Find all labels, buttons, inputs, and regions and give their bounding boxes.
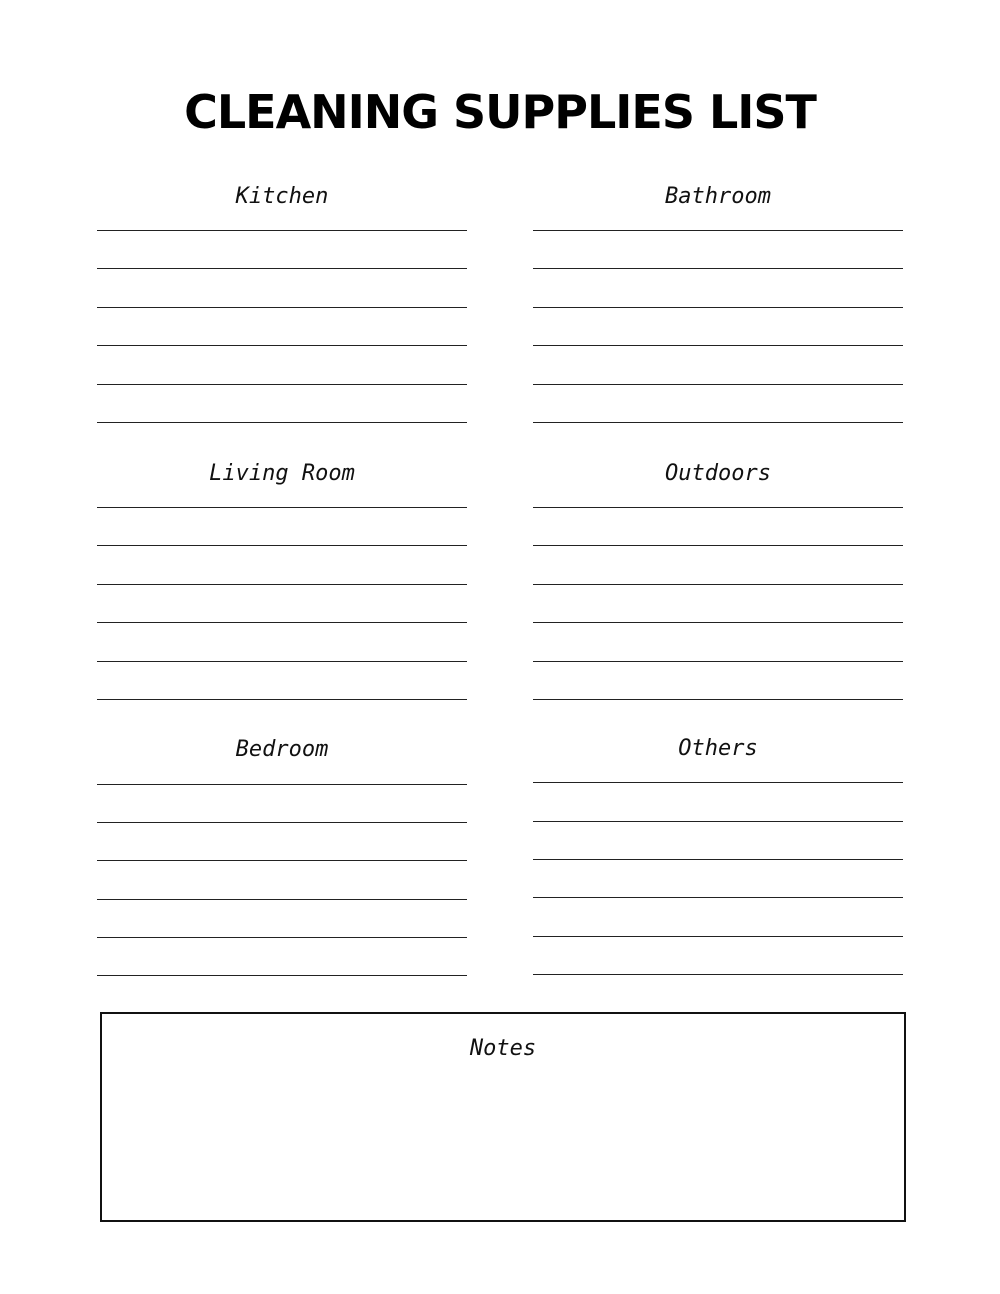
write-line[interactable]: [533, 307, 903, 308]
write-line[interactable]: [97, 507, 467, 508]
write-line[interactable]: [533, 268, 903, 269]
write-line[interactable]: [533, 584, 903, 585]
page-title: CLEANING SUPPLIES LIST: [184, 85, 816, 139]
write-line[interactable]: [97, 622, 467, 623]
write-line[interactable]: [533, 821, 903, 822]
write-line[interactable]: [97, 661, 467, 662]
write-line[interactable]: [97, 899, 467, 900]
write-line[interactable]: [533, 859, 903, 860]
write-line[interactable]: [97, 345, 467, 346]
notes-heading: Notes: [469, 1036, 537, 1061]
write-line[interactable]: [533, 782, 903, 783]
write-line[interactable]: [97, 230, 467, 231]
write-line[interactable]: [97, 784, 467, 785]
write-line[interactable]: [97, 937, 467, 938]
write-line[interactable]: [97, 384, 467, 385]
write-line[interactable]: [533, 507, 903, 508]
write-line[interactable]: [97, 307, 467, 308]
section-heading-living-room: Living Room: [209, 461, 355, 486]
write-line[interactable]: [533, 384, 903, 385]
write-line[interactable]: [97, 268, 467, 269]
section-heading-kitchen: Kitchen: [235, 184, 329, 209]
write-line[interactable]: [97, 822, 467, 823]
write-line[interactable]: [533, 545, 903, 546]
write-line[interactable]: [533, 230, 903, 231]
section-heading-outdoors: Outdoors: [665, 461, 771, 486]
write-line[interactable]: [533, 661, 903, 662]
write-line[interactable]: [97, 975, 467, 976]
write-line[interactable]: [97, 860, 467, 861]
write-line[interactable]: [97, 422, 467, 423]
write-line[interactable]: [533, 422, 903, 423]
write-line[interactable]: [533, 936, 903, 937]
section-heading-bedroom: Bedroom: [235, 737, 329, 762]
write-line[interactable]: [533, 974, 903, 975]
write-line[interactable]: [533, 699, 903, 700]
write-line[interactable]: [97, 699, 467, 700]
notes-box[interactable]: [100, 1012, 906, 1222]
write-line[interactable]: [97, 584, 467, 585]
write-line[interactable]: [533, 622, 903, 623]
write-line[interactable]: [533, 345, 903, 346]
write-line[interactable]: [533, 897, 903, 898]
section-heading-bathroom: Bathroom: [665, 184, 771, 209]
write-line[interactable]: [97, 545, 467, 546]
section-heading-others: Others: [678, 736, 758, 761]
